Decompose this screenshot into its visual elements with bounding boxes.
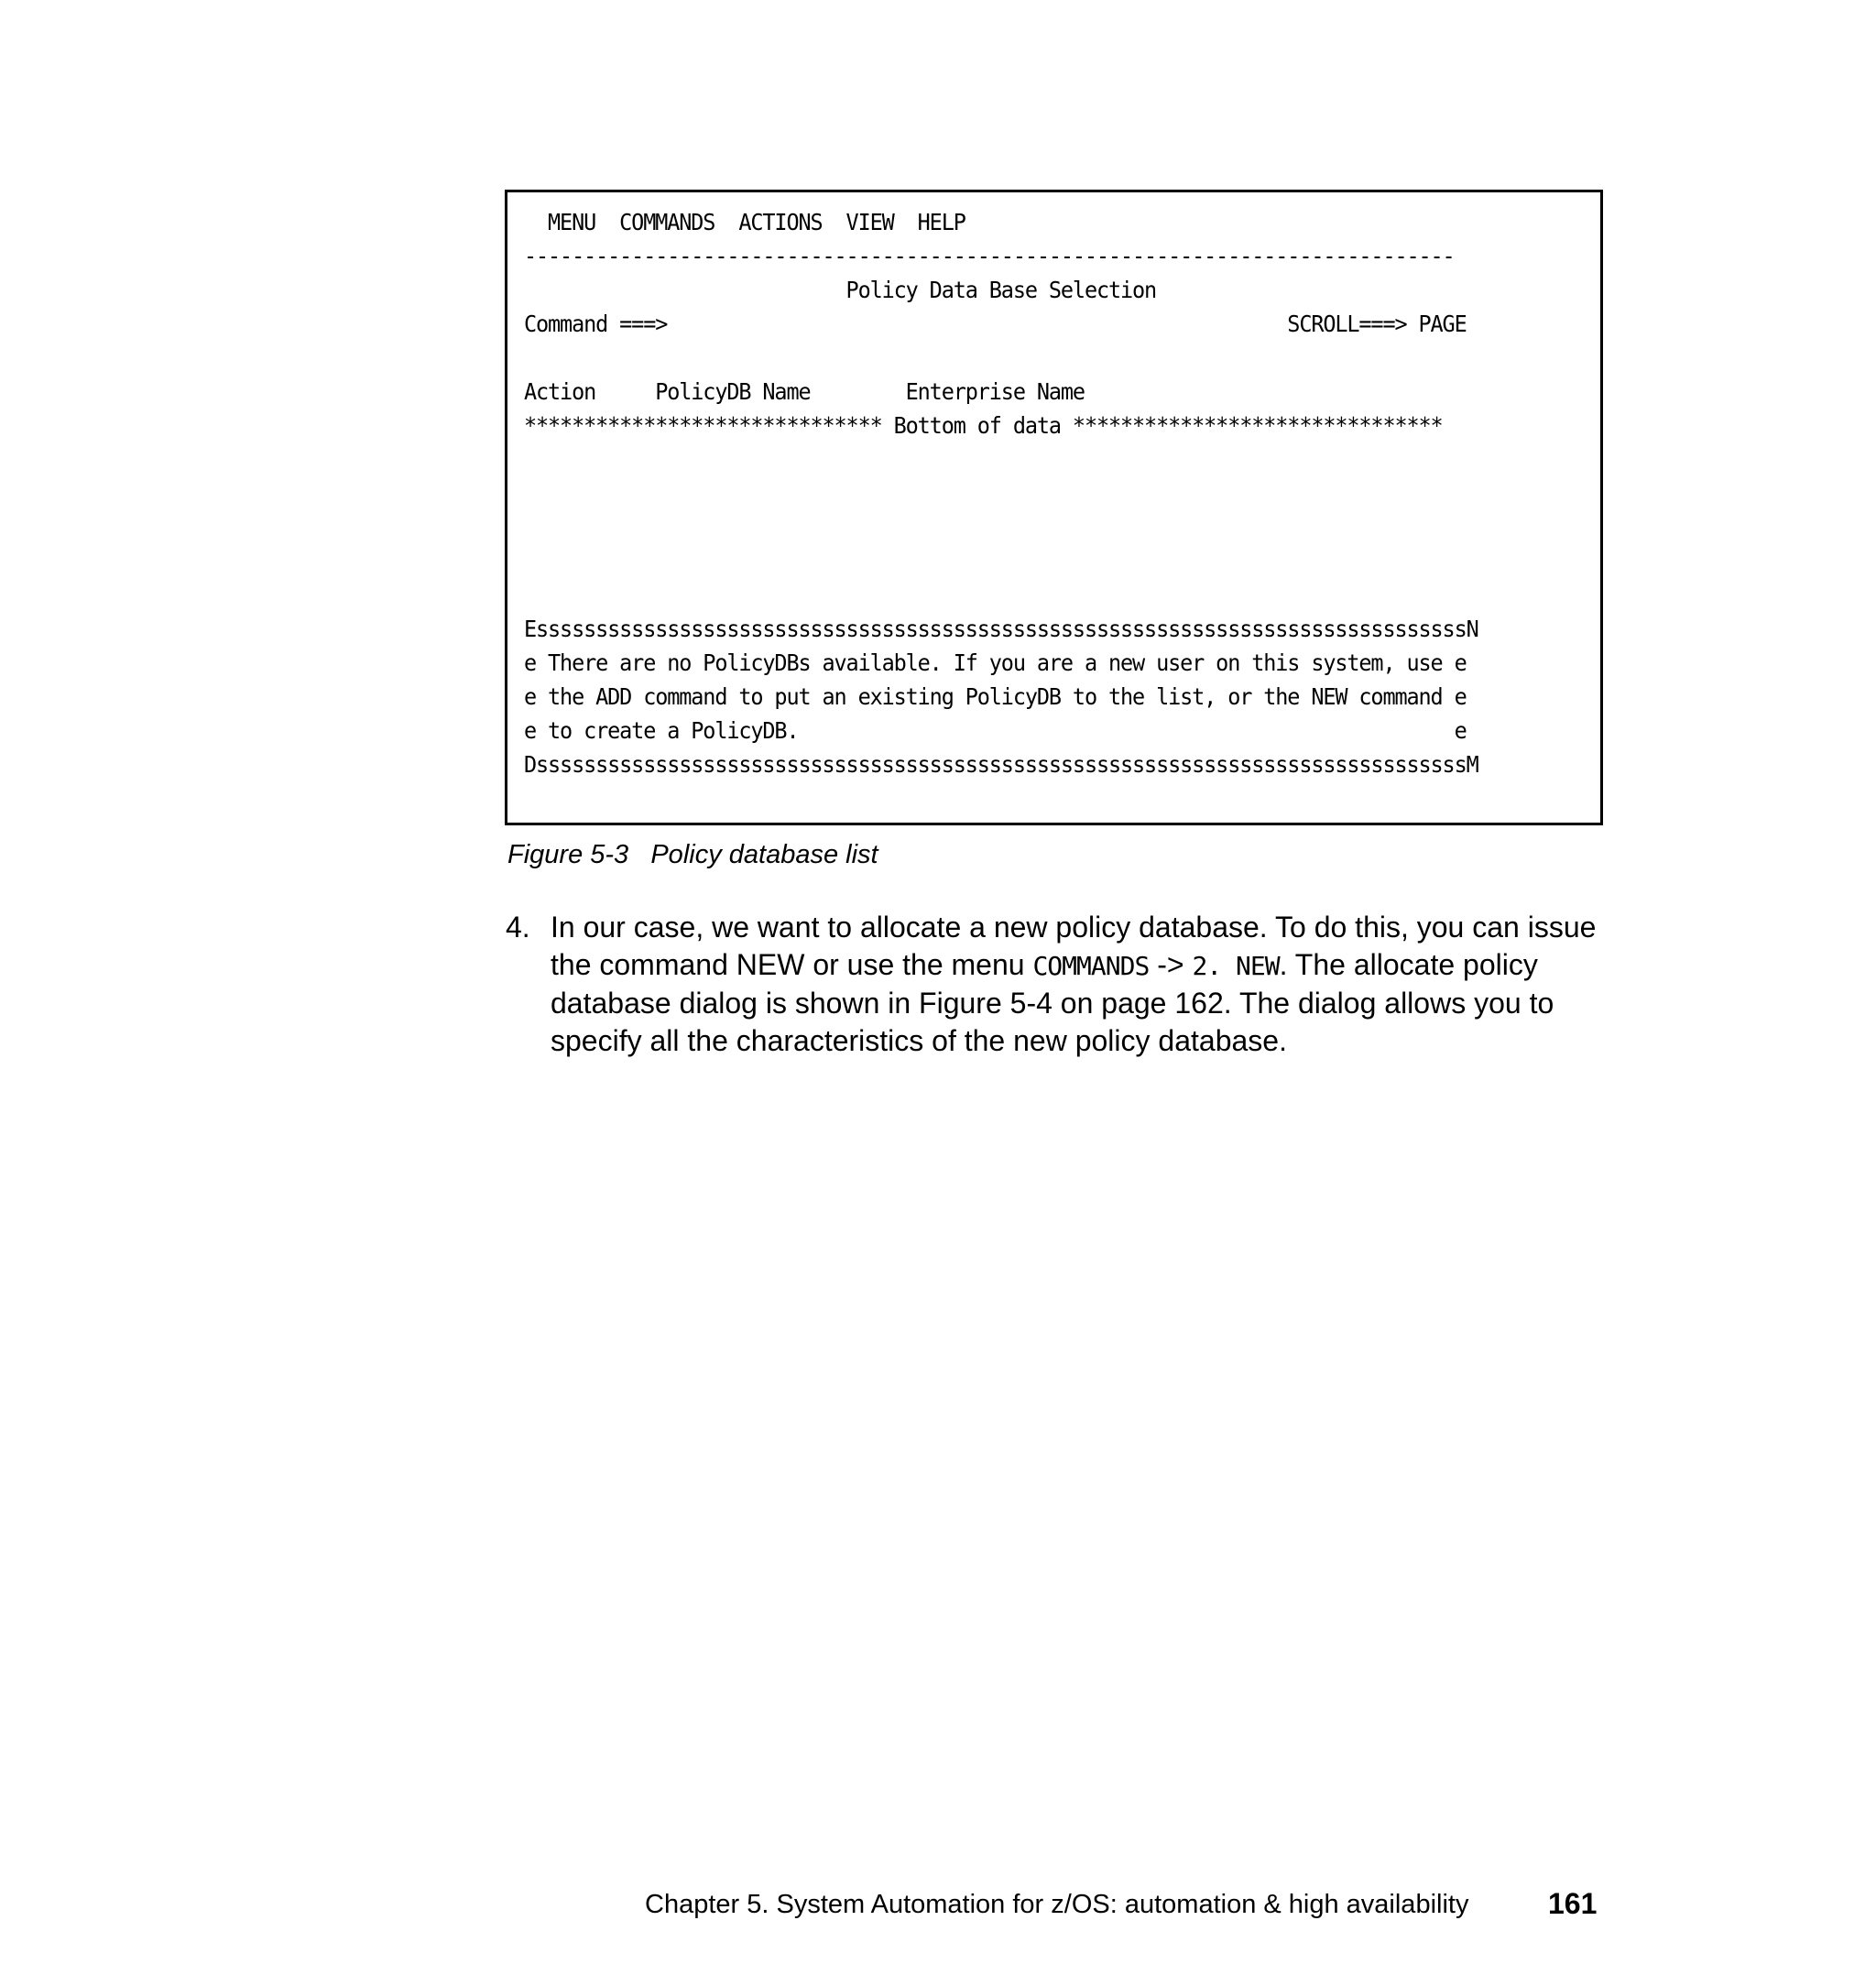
terminal-panel-title: Policy Data Base Selection [524, 277, 1157, 303]
step-text-before: In our case, we want to allocate a new policy database. To do this, you can issue the command NEW or use the menu [551, 911, 1597, 981]
terminal-menu-bar: MENU COMMANDS ACTIONS VIEW HELP [524, 209, 965, 235]
menu-path-commands: COMMANDS [1032, 950, 1150, 981]
terminal-screenshot [505, 190, 1603, 825]
terminal-empty-line [524, 442, 1478, 476]
terminal-bottom-of-data: ****************************** Bottom of data ******************************* [524, 412, 1443, 439]
popup-message-line: e to create a PolicyDB. e [524, 717, 1467, 744]
terminal-text [524, 205, 1478, 781]
popup-bottom-border: DssssssssssssssssssssssssssssssssssssssssssssssssssssssssssssssssssssssssssssssM [524, 751, 1478, 778]
menu-path-new: 2. NEW [1192, 950, 1280, 981]
figure-caption: Figure 5-3 Policy database list [507, 840, 878, 869]
terminal-column-headers: Action PolicyDB Name Enterprise Name [524, 378, 1085, 405]
terminal-command-line: Command ===> SCROLL===> PAGE [524, 311, 1467, 337]
step-number: 4. [506, 911, 530, 944]
step-text-after: . The allocate policy database dialog is shown in Figure 5-4 on page 162. The dialog allows you to specify all the characteristics of the new policy database. [551, 947, 1554, 1057]
page-number: 161 [1548, 1887, 1598, 1920]
menu-path-arrow: -> [1149, 947, 1193, 981]
terminal-empty-line [524, 578, 1478, 612]
chapter-footer: Chapter 5. System Automation for z/OS: automation & high availability [645, 1890, 1469, 1919]
terminal-blank-line [524, 341, 1478, 375]
terminal-empty-line [524, 510, 1478, 544]
numbered-step [506, 909, 1614, 1059]
popup-message-line: e the ADD command to put an existing PolicyDB to the list, or the NEW command e [524, 683, 1467, 710]
popup-message-line: e There are no PolicyDBs available. If you are a new user on this system, use e [524, 649, 1467, 676]
popup-top-border: EssssssssssssssssssssssssssssssssssssssssssssssssssssssssssssssssssssssssssssssN [524, 616, 1478, 642]
step-text [551, 909, 1614, 1059]
terminal-separator: ------------------------------------------------------------------------------ [524, 243, 1455, 269]
terminal-empty-line [524, 544, 1478, 578]
terminal-empty-line [524, 476, 1478, 510]
